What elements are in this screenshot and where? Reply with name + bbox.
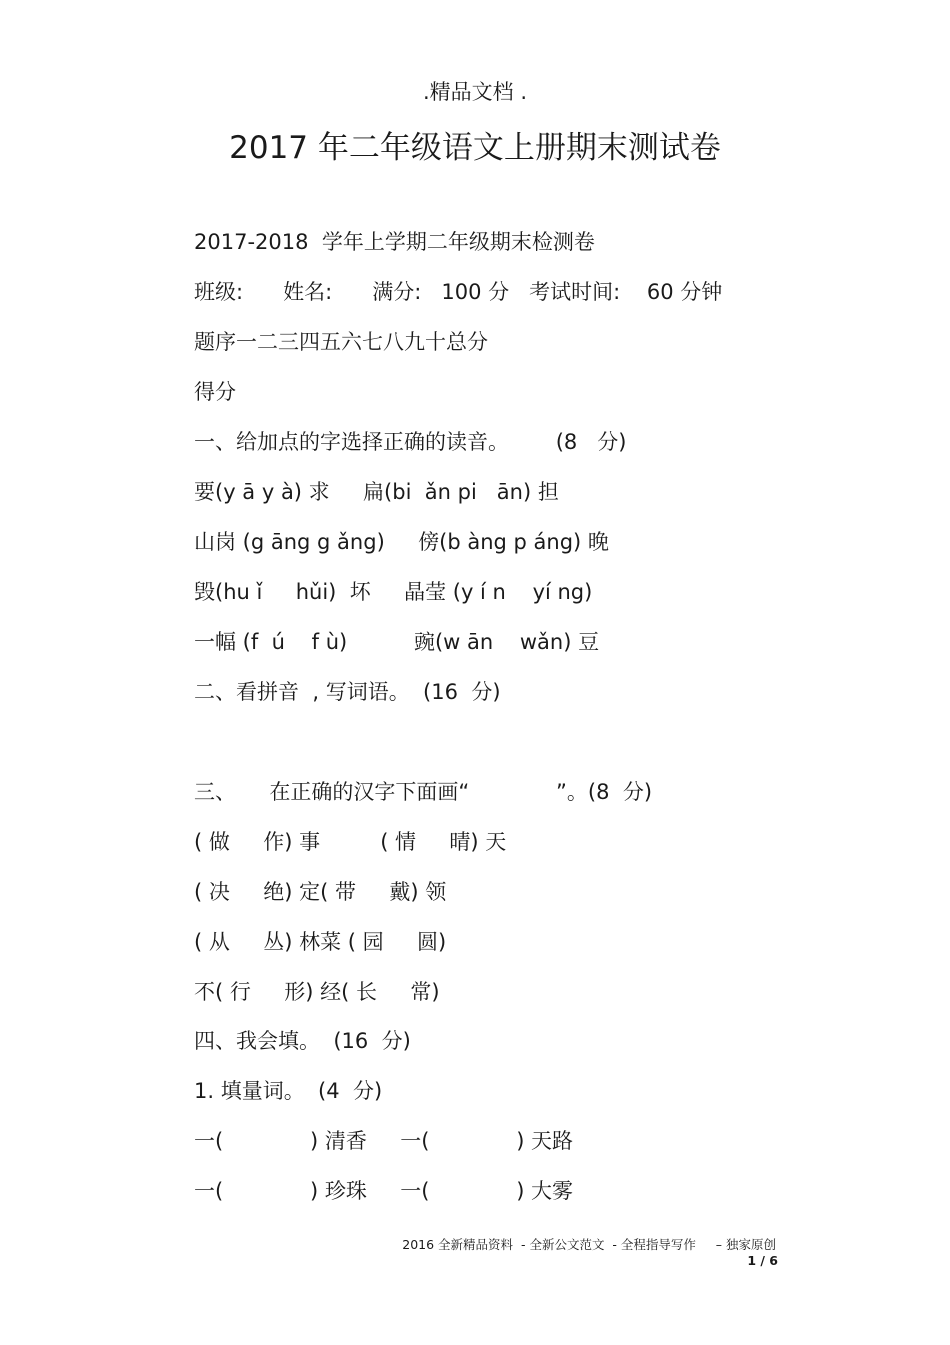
section-3-item: ( 做 作) 事 ( 情 晴) 天: [194, 830, 507, 854]
exam-subtitle: 2017-2018 学年上学期二年级期末检测卷: [194, 230, 595, 254]
section-1-item: 毁(hu ǐ hǔi) 坏 晶莹 (y í n yí ng): [194, 580, 593, 604]
score-table-header: 题序一二三四五六七八九十总分: [194, 330, 488, 354]
exam-info-line: 班级: 姓名: 满分: 100 分 考试时间: 60 分钟: [194, 280, 723, 304]
page-footer: 2016 全新精品资料 - 全新公文范文 - 全程指导写作 – 独家原创: [402, 1237, 776, 1252]
section-3-item: 不( 行 形) 经( 长 常): [194, 980, 440, 1004]
section-1-heading: 一、给加点的字选择正确的读音。 (8 分): [194, 430, 627, 454]
section-3-heading: 三、 在正确的汉字下面画“ ”。(8 分): [194, 780, 653, 804]
section-3-item: ( 决 绝) 定( 带 戴) 领: [194, 880, 447, 904]
score-table-row: 得分: [194, 380, 236, 404]
page-title: 2017 年二年级语文上册期末测试卷: [229, 130, 721, 166]
section-1-item: 山岗 (g āng g ǎng) 傍(b àng p áng) 晚: [194, 530, 609, 554]
section-3-item: ( 从 丛) 林菜 ( 园 圆): [194, 930, 447, 954]
section-4-item: 一( ) 清香 一( ) 天路: [194, 1129, 574, 1153]
page-number: 1 / 6: [747, 1253, 778, 1268]
section-4-subheading: 1. 填量词。 (4 分): [194, 1079, 383, 1103]
section-1-item: 一幅 (f ú f ù) 豌(w ān wǎn) 豆: [194, 630, 600, 654]
section-4-item: 一( ) 珍珠 一( ) 大雾: [194, 1179, 574, 1203]
section-1-item: 要(y ā y à) 求 扁(bi ǎn pi ān) 担: [194, 480, 559, 504]
section-2-heading: 二、看拼音 , 写词语。 (16 分): [194, 680, 501, 704]
section-4-heading: 四、我会填。 (16 分): [194, 1029, 411, 1053]
page-header: .精品文档 .: [422, 80, 528, 104]
